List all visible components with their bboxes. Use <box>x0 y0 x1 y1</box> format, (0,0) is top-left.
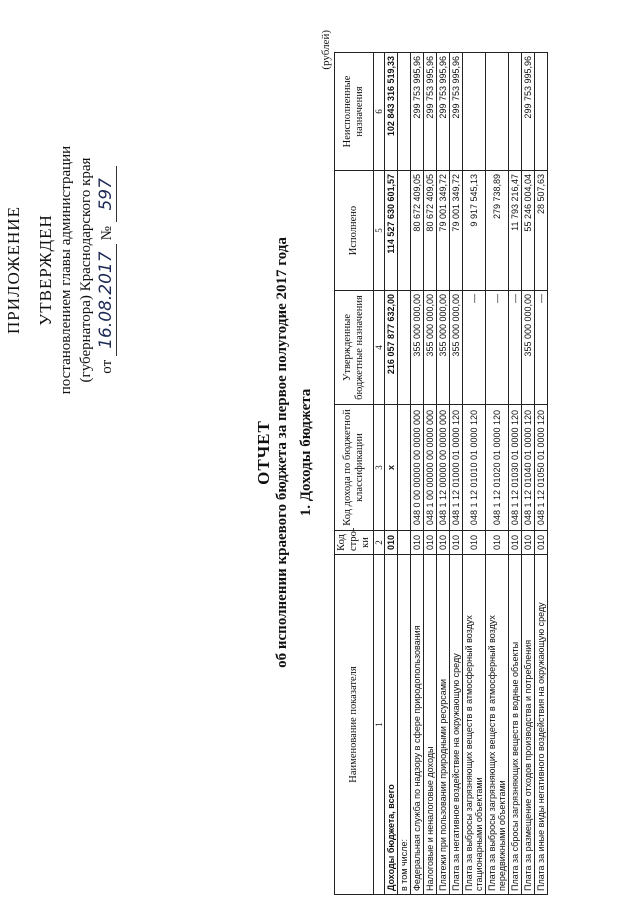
revenue-code-cell: x <box>385 405 398 531</box>
approved-amount-cell: 216 057 877 632,00 <box>385 291 398 405</box>
executed-amount-cell: 55 246 004,04 <box>522 171 535 291</box>
appendix-label: ПРИЛОЖЕНИЕ <box>4 206 23 334</box>
approved-amount-cell: — <box>463 291 486 405</box>
indicator-name-cell: Плата за выбросы загрязняющих веществ в атмосферный воздух передвижными объектами <box>486 555 509 895</box>
indicator-name-cell: Федеральная служба по надзору в сфере природопользования <box>411 555 424 895</box>
line-code-cell: 010 <box>424 531 437 555</box>
column-header: Наименование показателя <box>335 555 374 895</box>
table-row <box>385 53 398 895</box>
approved-amount-cell: — <box>486 291 509 405</box>
unexecuted-amount-cell: 299 753 995,96 <box>437 53 450 171</box>
executed-amount-cell: 279 738,89 <box>486 171 509 291</box>
executed-amount-cell <box>398 171 411 291</box>
unexecuted-amount-cell: 299 753 995,96 <box>424 53 437 171</box>
report-title-line-2: об исполнении краевого бюджета за первое полугодие 2017 года <box>274 237 290 668</box>
approved-by-line-2: (губернатора) Краснодарского края <box>78 157 94 383</box>
unexecuted-amount-cell: 299 753 995,96 <box>522 53 535 171</box>
revenue-code-cell: 048 1 12 01000 01 0000 120 <box>450 405 463 531</box>
indicator-name-cell: Плата за размещение отходов производства и потребления <box>522 555 535 895</box>
revenue-code-cell: 048 1 00 00000 00 0000 000 <box>424 405 437 531</box>
table-row <box>486 53 509 895</box>
approved-amount-cell: — <box>509 291 522 405</box>
approved-amount-cell: — <box>535 291 548 405</box>
table-row <box>463 53 486 895</box>
report-title <box>254 0 291 905</box>
column-header: Код стро-ки <box>335 531 374 555</box>
table-row <box>509 53 522 895</box>
line-code-cell: 010 <box>509 531 522 555</box>
column-number: 2 <box>374 531 385 555</box>
indicator-name-cell: Плата за сбросы загрязняющих веществ в водные объекты <box>509 555 522 895</box>
number-prefix: № <box>99 226 115 241</box>
executed-amount-cell: 9 917 545,13 <box>463 171 486 291</box>
column-number: 4 <box>374 291 385 405</box>
units-label: (рублей) <box>320 30 332 70</box>
section-title: 1. Доходы бюджета <box>298 388 314 517</box>
unexecuted-amount-cell <box>535 53 548 171</box>
approved-amount-cell: 355 000 000,00 <box>424 291 437 405</box>
line-code-cell: 010 <box>437 531 450 555</box>
table-row <box>398 53 411 895</box>
table-row <box>411 53 424 895</box>
executed-amount-cell: 114 527 630 601,57 <box>385 171 398 291</box>
executed-amount-cell: 80 672 409,05 <box>424 171 437 291</box>
executed-amount-cell: 79 001 349,72 <box>450 171 463 291</box>
revenue-table <box>334 52 548 895</box>
revenue-code-cell <box>398 405 411 531</box>
table-body <box>385 53 548 895</box>
approved-amount-cell: 355 000 000,00 <box>450 291 463 405</box>
handwritten-date: 16.08.2017 <box>96 244 117 356</box>
revenue-code-cell: 048 1 12 01040 01 0000 120 <box>522 405 535 531</box>
indicator-name-cell: Плата за негативное воздействие на окружающую среду <box>450 555 463 895</box>
line-code-cell: 010 <box>450 531 463 555</box>
column-number: 1 <box>374 555 385 895</box>
handwritten-number: 597 <box>96 166 117 222</box>
line-code-cell: 010 <box>486 531 509 555</box>
table-header-row <box>335 53 374 895</box>
table-row <box>522 53 535 895</box>
date-prefix: от <box>99 359 115 374</box>
executed-amount-cell: 80 672 409,05 <box>411 171 424 291</box>
table-row <box>450 53 463 895</box>
indicator-name-cell: Плата за иные виды негативного воздействия на окружающую среду <box>535 555 548 895</box>
approval-block <box>4 80 117 460</box>
executed-amount-cell: 79 001 349,72 <box>437 171 450 291</box>
indicator-name-cell: в том числе: <box>398 555 411 895</box>
indicator-name-cell: Плата за выбросы загрязняющих веществ в атмосферный воздух стационарными объектами <box>463 555 486 895</box>
line-code-cell: 010 <box>535 531 548 555</box>
executed-amount-cell: 28 507,63 <box>535 171 548 291</box>
line-code-cell <box>398 531 411 555</box>
approved-amount-cell: 355 000 000,00 <box>522 291 535 405</box>
table-row <box>535 53 548 895</box>
table-row <box>437 53 450 895</box>
unexecuted-amount-cell <box>463 53 486 171</box>
unexecuted-amount-cell: 299 753 995,96 <box>450 53 463 171</box>
column-number: 6 <box>374 53 385 171</box>
indicator-name-cell: Налоговые и неналоговые доходы <box>424 555 437 895</box>
revenue-code-cell: 048 1 12 00000 00 0000 000 <box>437 405 450 531</box>
column-number: 5 <box>374 171 385 291</box>
table-row <box>424 53 437 895</box>
unexecuted-amount-cell <box>509 53 522 171</box>
unexecuted-amount-cell <box>486 53 509 171</box>
unexecuted-amount-cell: 299 753 995,96 <box>411 53 424 171</box>
column-number: 3 <box>374 405 385 531</box>
line-code-cell: 010 <box>411 531 424 555</box>
revenue-code-cell: 048 1 12 01010 01 0000 120 <box>463 405 486 531</box>
report-title-line-1: ОТЧЕТ <box>254 420 273 485</box>
column-header: Код дохода по бюджетной классификации <box>335 405 374 531</box>
column-header: Утвержденные бюджетные назначения <box>335 291 374 405</box>
approved-amount-cell: 355 000 000,00 <box>411 291 424 405</box>
line-code-cell: 010 <box>522 531 535 555</box>
approval-date-line <box>96 80 117 460</box>
revenue-code-cell: 048 0 00 00000 00 0000 000 <box>411 405 424 531</box>
revenue-code-cell: 048 1 12 01030 01 0000 120 <box>509 405 522 531</box>
indicator-name-cell: Платежи при пользовании природными ресурсами <box>437 555 450 895</box>
approved-label: УТВЕРЖДЕН <box>36 214 55 326</box>
column-header: Исполнено <box>335 171 374 291</box>
approved-amount-cell: 355 000 000,00 <box>437 291 450 405</box>
line-code-cell: 010 <box>385 531 398 555</box>
revenue-code-cell: 048 1 12 01020 01 0000 120 <box>486 405 509 531</box>
executed-amount-cell: 11 793 216,47 <box>509 171 522 291</box>
column-number-row <box>374 53 385 895</box>
approved-amount-cell <box>398 291 411 405</box>
unexecuted-amount-cell: 102 843 316 519,33 <box>385 53 398 171</box>
line-code-cell: 010 <box>463 531 486 555</box>
indicator-name-cell: Доходы бюджета, всего <box>385 555 398 895</box>
revenue-code-cell: 048 1 12 01050 01 0000 120 <box>535 405 548 531</box>
unexecuted-amount-cell <box>398 53 411 171</box>
column-header: Неисполненные назначения <box>335 53 374 171</box>
approved-by-line-1: постановлением главы администрации <box>58 145 74 395</box>
